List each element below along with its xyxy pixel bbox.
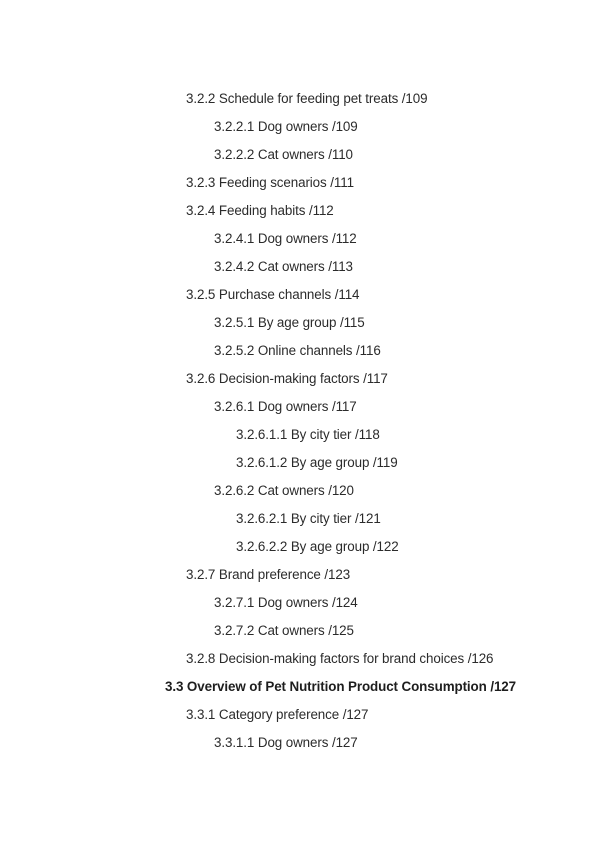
toc-entry-3-2-3: 3.2.3 Feeding scenarios /111: [186, 175, 354, 190]
toc-entry-3-2-4-1: 3.2.4.1 Dog owners /112: [214, 231, 357, 246]
toc-entry-3-2-5-2: 3.2.5.2 Online channels /116: [214, 343, 381, 358]
toc-entry-3-2-6-2: 3.2.6.2 Cat owners /120: [214, 483, 354, 498]
toc-entry-3-2-6-1-1: 3.2.6.1.1 By city tier /118: [236, 427, 380, 442]
toc-entry-3-2-4: 3.2.4 Feeding habits /112: [186, 203, 334, 218]
toc-entry-3-2-4-2: 3.2.4.2 Cat owners /113: [214, 259, 353, 274]
toc-entry-3-3-1: 3.3.1 Category preference /127: [186, 707, 369, 722]
toc-entry-3-2-6-1-2: 3.2.6.1.2 By age group /119: [236, 455, 398, 470]
toc-entry-3-2-7: 3.2.7 Brand preference /123: [186, 567, 351, 582]
toc-entry-3-2-6: 3.2.6 Decision-making factors /117: [186, 371, 388, 386]
toc-entry-3-2-7-2: 3.2.7.2 Cat owners /125: [214, 623, 354, 638]
toc-entry-3-2-7-1: 3.2.7.1 Dog owners /124: [214, 595, 358, 610]
toc-entry-3-2-5-1: 3.2.5.1 By age group /115: [214, 315, 365, 330]
toc-entry-3-2-5: 3.2.5 Purchase channels /114: [186, 287, 360, 302]
toc-entry-3-2-2: 3.2.2 Schedule for feeding pet treats /109: [186, 91, 428, 106]
toc-entry-3-2-6-2-1: 3.2.6.2.1 By city tier /121: [236, 511, 381, 526]
toc-entry-3-2-6-2-2: 3.2.6.2.2 By age group /122: [236, 539, 399, 554]
toc-entry-3-2-2-1: 3.2.2.1 Dog owners /109: [214, 119, 358, 134]
toc-entry-3-3: 3.3 Overview of Pet Nutrition Product Consumption /127: [165, 679, 516, 694]
toc-entry-3-2-8: 3.2.8 Decision-making factors for brand choices /126: [186, 651, 494, 666]
toc-entry-3-2-2-2: 3.2.2.2 Cat owners /110: [214, 147, 353, 162]
toc-entry-3-3-1-1: 3.3.1.1 Dog owners /127: [214, 735, 358, 750]
toc-entry-3-2-6-1: 3.2.6.1 Dog owners /117: [214, 399, 357, 414]
